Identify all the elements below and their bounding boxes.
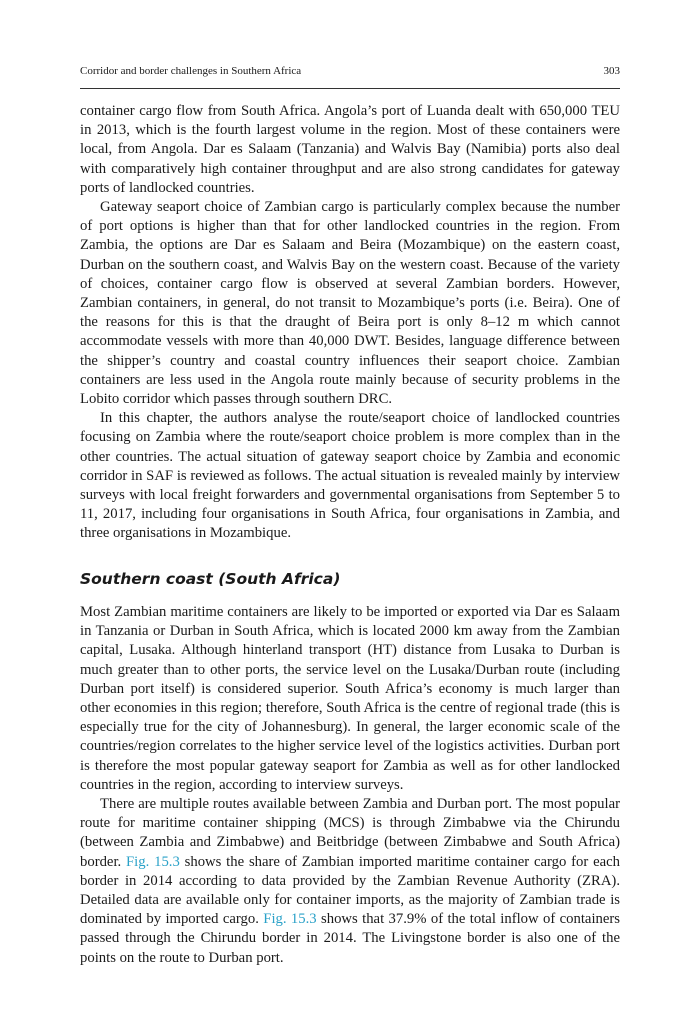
paragraph-5-text-a: There are multiple routes available between Zambia and Durban port. The most popular route for maritime container shipping (MCS) is through Zimbabwe via the Chirundu (between Zambia and Zimbabwe) and Beitbridge (between Zimbabwe and South Africa) border. <box>80 796 620 870</box>
paragraph-2: Gateway seaport choice of Zambian cargo is particularly complex because the number of port options is higher than that for other landlocked countries in the region. From Zambia, the options are Dar es Salaam and Beira (Mozambique) on the eastern coast, Durban on the southern coast, and Walvis Bay on the western coast. Because of the variety of choices, container cargo flow is observed at several Zambian borders. However, Zambian containers, in general, do not transit to Mozambique’s ports (i.e. Beira). One of the reasons for this is that the draught of Beira port is only 8–12 m which cannot accommodate vessels with more than 40,000 DWT. Besides, language difference between the shipper’s country and coastal country influences their seaport choice. Zambian containers are less used in the Angola route mainly because of security problems in the Lobito corridor which passes through southern DRC. <box>80 199 620 408</box>
paragraph-3: In this chapter, the authors analyse the route/seaport choice of landlocked countries focusing on Zambia where the route/seaport choice problem is more complex than in the other countries. The actual situation of gateway seaport choice by Zambia and economic corridor in SAF is reviewed as follows. The actual situation is revealed mainly by interview surveys with local freight forwarders and governmental organisations from September 5 to 11, 2017, including four organisations in South Africa, four organisations in Zambia, and three organisations in Mozambique. <box>80 410 620 542</box>
paragraph-5-text-b: shows the share of Zambian imported maritime container cargo for each border in 2014 according to data provided by the Zambian Revenue Authority (ZRA). Detailed data are available only for container imports, as the majority of Zambian trade is dominated by imported cargo. <box>80 853 620 928</box>
figure-link-15-3[interactable]: Fig. 15.3 <box>126 853 180 870</box>
figure-link-15-3-second[interactable]: Fig. 15.3 <box>263 911 317 928</box>
section-2-body <box>80 603 620 968</box>
section-heading: Southern coast (South Africa) <box>80 570 341 588</box>
page-number: 303 <box>603 65 620 77</box>
paragraph-5 <box>80 795 620 968</box>
header-rule <box>80 88 620 89</box>
section-1-body <box>80 102 620 544</box>
paragraph-5-text-c: shows that 37.9% of the total inflow of containers passed through the Chirundu border in 2014. The Livingstone border is also one of the points on the route to Durban port. <box>80 911 620 966</box>
paragraph-4: Most Zambian maritime containers are likely to be imported or exported via Dar es Salaam in Tanzania or Durban in South Africa, which is located 2000 km away from the Zambian capital, Lusaka. Although hinterland transport (HT) distance from Lusaka to Durban is much greater than to other ports, the service level on the Lusaka/Durban route (including Durban port itself) is considered superior. South Africa’s economy is much larger than other economies in this region; therefore, South Africa is the centre of regional trade (this is especially true for the city of Johannesburg). In general, the larger economic scale of the countries/region correlates to the higher service level of the logistics activities. Durban port is therefore the most popular gateway seaport for Zambia as well as for other landlocked countries in the region, according to interview surveys. <box>80 604 620 793</box>
running-title: Corridor and border challenges in Southern Africa <box>80 65 302 77</box>
paragraph-1: container cargo flow from South Africa. Angola’s port of Luanda dealt with 650,000 TEU in 2013, which is the fourth largest volume in the region. Most of these containers were local, from Angola. Dar es Salaam (Tanzania) and Walvis Bay (Namibia) ports also deal with comparatively high container throughput and are also strong candidates for gateway ports of landlocked countries. <box>80 103 620 196</box>
